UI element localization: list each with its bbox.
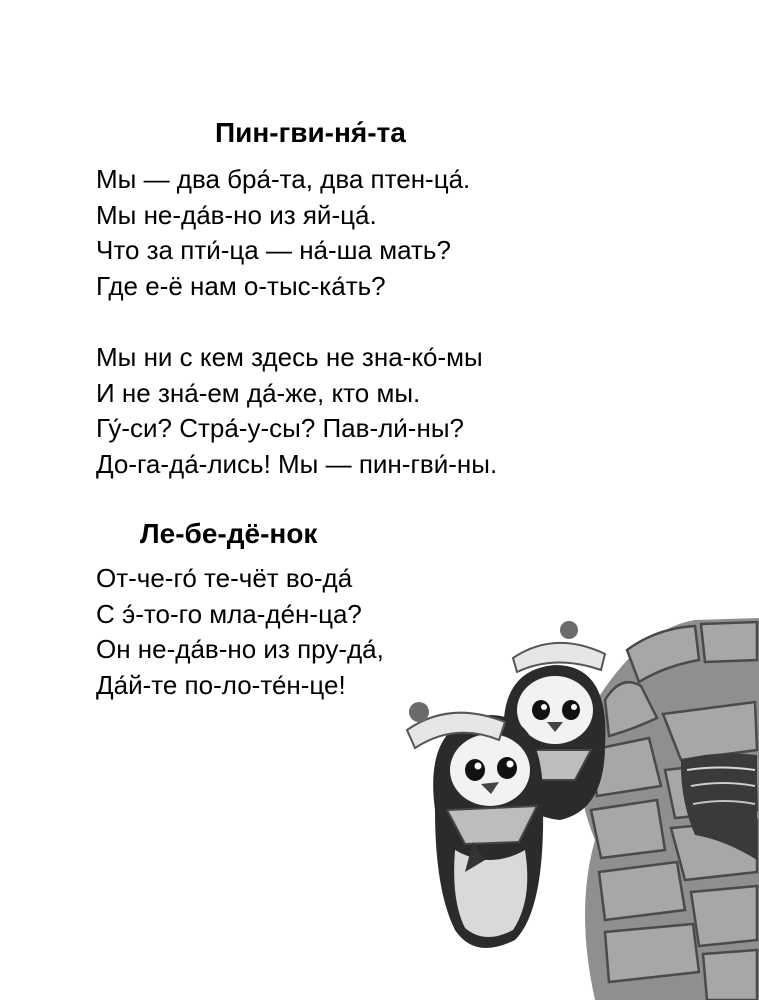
poem-line: Мы не-да́в-но из яй-ца́. — [96, 199, 377, 230]
poem-title-cygnet: Ле-бе-дё-нок — [140, 518, 318, 549]
poem-line: С э́-то-го мла-де́н-ца? — [96, 598, 362, 629]
stanza-gap — [96, 304, 497, 340]
poem-text-penguins — [96, 162, 497, 482]
poem-line: От-че-го́ те-чёт во-да́ — [96, 563, 353, 593]
penguin-front — [407, 702, 543, 948]
poem-line: Что за пти́-ца — на́-ша мать? — [96, 235, 451, 265]
poem-text-cygnet — [96, 561, 384, 703]
poem-title-penguins: Пин-гви-ня́-та — [215, 117, 406, 148]
poem-line: До-га-да́-лись! Мы — пин-гви́-ны. — [96, 448, 498, 479]
stone-wall — [579, 618, 759, 1000]
poem-line: Да́й-те по-ло-те́н-це! — [96, 669, 346, 700]
poem-line: Гу́-си? Стра́-у-сы? Пав-ли́-ны? — [96, 413, 464, 443]
penguins-illustration — [395, 610, 759, 1000]
poem-line: И не зна́-ем да́-же, кто мы. — [96, 377, 421, 408]
poem-line: Мы — два бра́-та, два птен-ца́. — [96, 164, 471, 194]
poem-line: Где е-ё нам о-тыс-ка́ть? — [96, 270, 386, 301]
poem-line: Мы ни с кем здесь не зна-ко́-мы — [96, 342, 483, 372]
poem-line: Он не-да́в-но из пру-да́, — [96, 634, 384, 664]
